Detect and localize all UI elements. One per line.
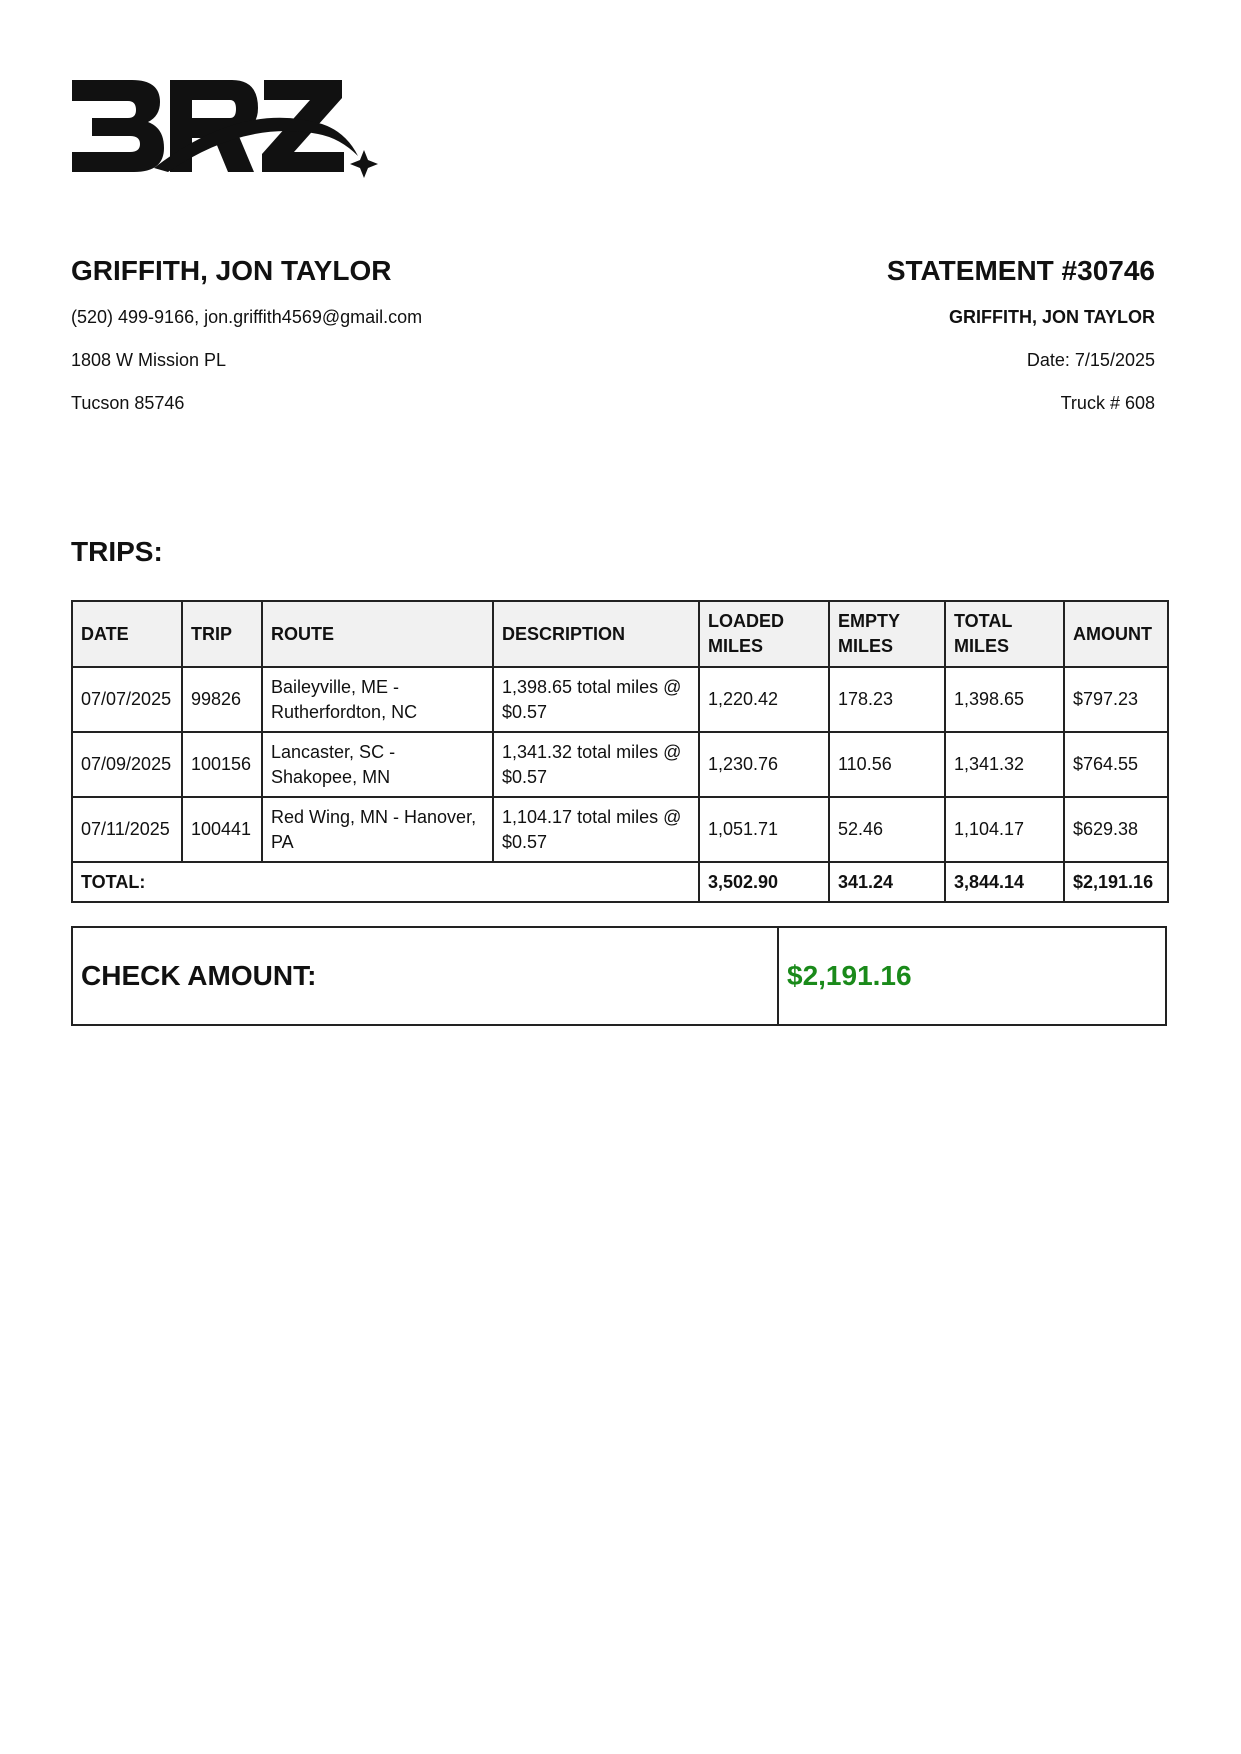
totals-row: [72, 862, 1168, 902]
total-loaded-miles: 3,502.90: [699, 862, 829, 902]
table-header-row: [72, 601, 1168, 667]
cell-description: 1,341.32 total miles @ $0.57: [493, 732, 699, 797]
header-total-miles: TOTAL MILES: [945, 601, 1064, 667]
driver-name: GRIFFITH, JON TAYLOR: [71, 255, 392, 286]
statement-truck: Truck # 608: [1060, 393, 1155, 413]
header-amount: AMOUNT: [1064, 601, 1168, 667]
cell-total-miles: 1,104.17: [945, 797, 1064, 862]
cell-description: 1,104.17 total miles @ $0.57: [493, 797, 699, 862]
statement-name: GRIFFITH, JON TAYLOR: [948, 307, 1155, 327]
header-description: DESCRIPTION: [493, 601, 699, 667]
statement-date: Date: 7/15/2025: [1026, 350, 1155, 370]
cell-date: 07/07/2025: [72, 667, 182, 732]
check-amount-label: CHECK AMOUNT:: [73, 928, 779, 1024]
trips-section-title: TRIPS:: [71, 536, 163, 567]
cell-route: Lancaster, SC - Shakopee, MN: [262, 732, 493, 797]
cell-loaded-miles: 1,230.76: [699, 732, 829, 797]
total-total-miles: 3,844.14: [945, 862, 1064, 902]
company-logo: [72, 80, 382, 192]
cell-amount: $797.23: [1064, 667, 1168, 732]
cell-loaded-miles: 1,220.42: [699, 667, 829, 732]
cell-trip: 100441: [182, 797, 262, 862]
cell-amount: $629.38: [1064, 797, 1168, 862]
cell-total-miles: 1,341.32: [945, 732, 1064, 797]
header-date: DATE: [72, 601, 182, 667]
driver-address-line2: Tucson 85746: [71, 393, 185, 413]
header-empty-miles: EMPTY MILES: [829, 601, 945, 667]
header-loaded-miles: LOADED MILES: [699, 601, 829, 667]
cell-description: 1,398.65 total miles @ $0.57: [493, 667, 699, 732]
cell-date: 07/11/2025: [72, 797, 182, 862]
check-amount-box: [71, 926, 1167, 1026]
statement-info: [555, 254, 1155, 435]
cell-route: Red Wing, MN - Hanover, PA: [262, 797, 493, 862]
cell-date: 07/09/2025: [72, 732, 182, 797]
cell-total-miles: 1,398.65: [945, 667, 1064, 732]
cell-trip: 99826: [182, 667, 262, 732]
check-amount-value: $2,191.16: [787, 960, 912, 991]
driver-contact: (520) 499-9166, jon.griffith4569@gmail.com: [71, 307, 423, 327]
cell-empty-miles: 110.56: [829, 732, 945, 797]
total-empty-miles: 341.24: [829, 862, 945, 902]
header-route: ROUTE: [262, 601, 493, 667]
brz-logo-icon: [72, 80, 382, 192]
cell-amount: $764.55: [1064, 732, 1168, 797]
driver-address-line1: 1808 W Mission PL: [71, 350, 227, 370]
header-trip: TRIP: [182, 601, 262, 667]
total-amount: $2,191.16: [1064, 862, 1168, 902]
statement-title: STATEMENT #30746: [886, 255, 1155, 286]
trips-table: [71, 600, 1169, 903]
cell-loaded-miles: 1,051.71: [699, 797, 829, 862]
table-row: [72, 732, 1168, 797]
cell-empty-miles: 52.46: [829, 797, 945, 862]
table-row: [72, 797, 1168, 862]
table-row: [72, 667, 1168, 732]
cell-route: Baileyville, ME - Rutherfordton, NC: [262, 667, 493, 732]
cell-trip: 100156: [182, 732, 262, 797]
cell-empty-miles: 178.23: [829, 667, 945, 732]
totals-label: TOTAL:: [72, 862, 699, 902]
